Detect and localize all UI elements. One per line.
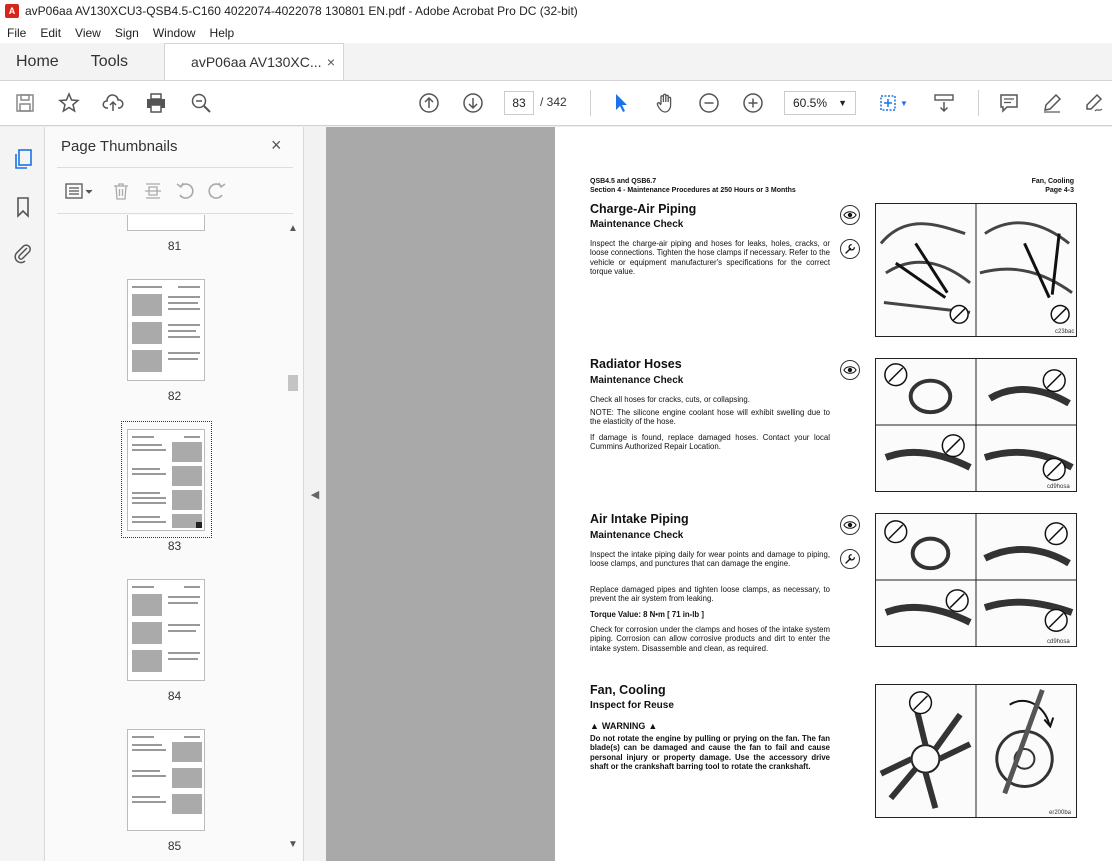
tab-close-button[interactable]: × bbox=[326, 54, 336, 70]
document-canvas[interactable] bbox=[326, 127, 1112, 861]
section-subtitle: Maintenance Check bbox=[590, 375, 684, 386]
thumbnail-page-number: 85 bbox=[167, 839, 182, 853]
page-thumbnail[interactable] bbox=[127, 729, 205, 831]
delete-page-icon[interactable] bbox=[105, 178, 137, 204]
page-number-input[interactable]: 83 bbox=[504, 91, 534, 115]
section-body: Check for corrosion under the clamps and hoses of the intake system piping. Corrosion can allow corrosive products and dirt to enter the intake system. Disassemble and clean, as required. bbox=[590, 625, 830, 653]
hand-tool-icon[interactable] bbox=[653, 91, 677, 115]
radiator-hoses-figure bbox=[875, 358, 1077, 492]
menu-file[interactable]: File bbox=[7, 25, 27, 40]
scroll-down-icon[interactable]: ▼ bbox=[288, 839, 298, 850]
section-subtitle: Inspect for Reuse bbox=[590, 700, 674, 711]
tab-home[interactable]: Home bbox=[16, 52, 59, 70]
next-page-icon[interactable] bbox=[461, 91, 485, 115]
air-intake-piping-figure bbox=[875, 513, 1077, 647]
rotate-right-icon[interactable] bbox=[201, 178, 233, 204]
header-section: Section 4 - Maintenance Procedures at 250 Hours or 3 Months bbox=[590, 187, 796, 194]
zoom-level-select[interactable] bbox=[784, 91, 856, 115]
bookmarks-icon[interactable] bbox=[11, 195, 35, 219]
panel-title: Page Thumbnails bbox=[61, 138, 178, 155]
scrollbar-thumb[interactable] bbox=[288, 375, 298, 391]
scroll-up-icon[interactable]: ▲ bbox=[288, 223, 298, 234]
thumbnail-page-number: 84 bbox=[167, 689, 182, 703]
warning-text: Do not rotate the engine by pulling or prying on the fan. The fan blade(s) can be damaged and cause the fan to fail and cause personal injury or property damage. Use the accessory drive shaft or the crankshaft barring tool to rotate the crankshaft. bbox=[590, 734, 830, 772]
fit-page-dropdown-icon[interactable]: ▼ bbox=[900, 98, 908, 108]
section-note: NOTE: The silicone engine coolant hose will exhibit swelling due to the elasticity of the hose. bbox=[590, 408, 830, 427]
comment-icon[interactable] bbox=[997, 91, 1021, 115]
title-bar bbox=[0, 0, 1112, 22]
page-thumbnail-selected[interactable] bbox=[127, 429, 205, 531]
warning-triangle-icon: ▲ bbox=[648, 721, 658, 731]
inspect-eye-icon bbox=[840, 205, 860, 225]
figure-caption: cd9hosa bbox=[1047, 639, 1070, 645]
tab-bar bbox=[0, 43, 1112, 81]
select-cursor-icon[interactable] bbox=[609, 91, 633, 115]
warning-triangle-icon: ▲ bbox=[590, 721, 599, 731]
zoom-in-icon[interactable] bbox=[741, 91, 765, 115]
thumbnail-page-number: 82 bbox=[167, 389, 182, 403]
wrench-tool-icon bbox=[840, 549, 860, 569]
menu-help[interactable]: Help bbox=[209, 25, 235, 40]
extract-pages-icon[interactable] bbox=[137, 178, 169, 204]
menu-sign[interactable]: Sign bbox=[114, 25, 139, 40]
divider bbox=[57, 213, 293, 214]
tab-tools[interactable]: Tools bbox=[90, 52, 129, 70]
zoom-out-icon[interactable] bbox=[697, 91, 721, 115]
previous-page-icon[interactable] bbox=[417, 91, 441, 115]
section-body: If damage is found, replace damaged hoses. Contact your local Cummins Authorized Repair Location. bbox=[590, 433, 830, 452]
zoom-search-icon[interactable] bbox=[189, 91, 213, 115]
section-body: Replace damaged pipes and tighten loose clamps, as necessary, to prevent the air system from leaking. bbox=[590, 585, 830, 604]
warning-banner bbox=[590, 721, 830, 731]
thumbnail-scrollbar[interactable] bbox=[286, 219, 300, 859]
page-header-left bbox=[590, 177, 796, 195]
menu-edit[interactable]: Edit bbox=[40, 25, 62, 40]
page-thumbnails-panel bbox=[45, 127, 304, 861]
bookmark-star-icon[interactable] bbox=[57, 91, 81, 115]
window-title: avP06aa AV130XCU3-QSB4.5-C160 4022074-4022078 130801 EN.pdf - Adobe Acrobat Pro DC (32-bit) bbox=[25, 4, 578, 18]
divider bbox=[57, 167, 293, 168]
print-icon[interactable] bbox=[144, 91, 168, 115]
thumbnail-toolbar bbox=[59, 177, 233, 205]
page-thumbnail[interactable] bbox=[127, 215, 205, 231]
save-icon[interactable] bbox=[13, 91, 37, 115]
section-body: Check all hoses for cracks, cuts, or collapsing. bbox=[590, 395, 750, 404]
figure-caption: cd9hosa bbox=[1047, 484, 1070, 490]
page-total: / 342 bbox=[540, 95, 567, 109]
menu-view[interactable]: View bbox=[75, 25, 101, 40]
upload-cloud-icon[interactable] bbox=[101, 91, 125, 115]
charge-air-piping-figure bbox=[875, 203, 1077, 337]
panel-close-button[interactable]: × bbox=[271, 135, 282, 155]
chevron-down-icon: ▼ bbox=[838, 98, 847, 108]
toolbar-divider bbox=[978, 90, 979, 116]
collapse-panel-button[interactable] bbox=[304, 127, 326, 861]
section-subtitle: Maintenance Check bbox=[590, 219, 684, 230]
page-thumbnails-icon[interactable] bbox=[11, 147, 35, 171]
collapse-left-icon: ◀ bbox=[310, 488, 320, 501]
page-thumbnail[interactable] bbox=[127, 279, 205, 381]
tab-document[interactable] bbox=[164, 43, 344, 80]
figure-caption: c23bac bbox=[1055, 329, 1075, 335]
section-title: Air Intake Piping bbox=[590, 512, 689, 526]
section-title: Fan, Cooling bbox=[590, 683, 666, 697]
toolbar-divider bbox=[590, 90, 591, 116]
tab-document-label: avP06aa AV130XC... bbox=[191, 54, 322, 70]
highlight-pen-icon[interactable] bbox=[1040, 91, 1064, 115]
header-topic: Fan, Cooling bbox=[1031, 178, 1074, 185]
left-navigation-rail bbox=[0, 127, 45, 861]
scroll-mode-icon[interactable] bbox=[932, 91, 956, 115]
thumbnail-options-icon[interactable] bbox=[59, 178, 99, 204]
page-header-right bbox=[1032, 177, 1074, 195]
rotate-left-icon[interactable] bbox=[169, 178, 201, 204]
page-thumbnail[interactable] bbox=[127, 579, 205, 681]
zoom-level-value: 60.5% bbox=[793, 96, 828, 110]
inspect-eye-icon bbox=[840, 360, 860, 380]
inspect-eye-icon bbox=[840, 515, 860, 535]
section-title: Radiator Hoses bbox=[590, 357, 682, 371]
section-body: Inspect the intake piping daily for wear points and damage to piping, loose clamps, and punctures that can damage the engine. bbox=[590, 550, 830, 569]
header-model: QSB4.5 and QSB6.7 bbox=[590, 178, 657, 185]
pdf-page bbox=[555, 127, 1112, 861]
attachments-paperclip-icon[interactable] bbox=[11, 241, 35, 265]
acrobat-app-icon: A bbox=[5, 4, 19, 18]
torque-value: Torque Value: 8 N•m [ 71 in-lb ] bbox=[590, 610, 704, 619]
warning-label: WARNING bbox=[601, 721, 646, 731]
fit-page-icon[interactable] bbox=[876, 91, 900, 115]
menu-window[interactable]: Window bbox=[152, 25, 196, 40]
figure-caption: er200ba bbox=[1049, 810, 1072, 816]
section-title: Charge-Air Piping bbox=[590, 202, 697, 216]
draw-sign-icon[interactable] bbox=[1082, 91, 1106, 115]
thumbnail-page-number: 81 bbox=[167, 239, 182, 253]
wrench-tool-icon bbox=[840, 239, 860, 259]
header-page-number: Page 4-3 bbox=[1045, 187, 1074, 194]
section-body: Inspect the charge-air piping and hoses for leaks, holes, cracks, or loose connections. Tighten the hose clamps if necessary. Refer to the vehicle or equipment manufacturer's specifications for the correct torque value. bbox=[590, 239, 830, 277]
cooling-fan-figure bbox=[875, 684, 1077, 818]
menu-bar bbox=[0, 22, 1112, 43]
section-subtitle: Maintenance Check bbox=[590, 530, 684, 541]
thumbnail-page-number: 83 bbox=[167, 539, 182, 553]
